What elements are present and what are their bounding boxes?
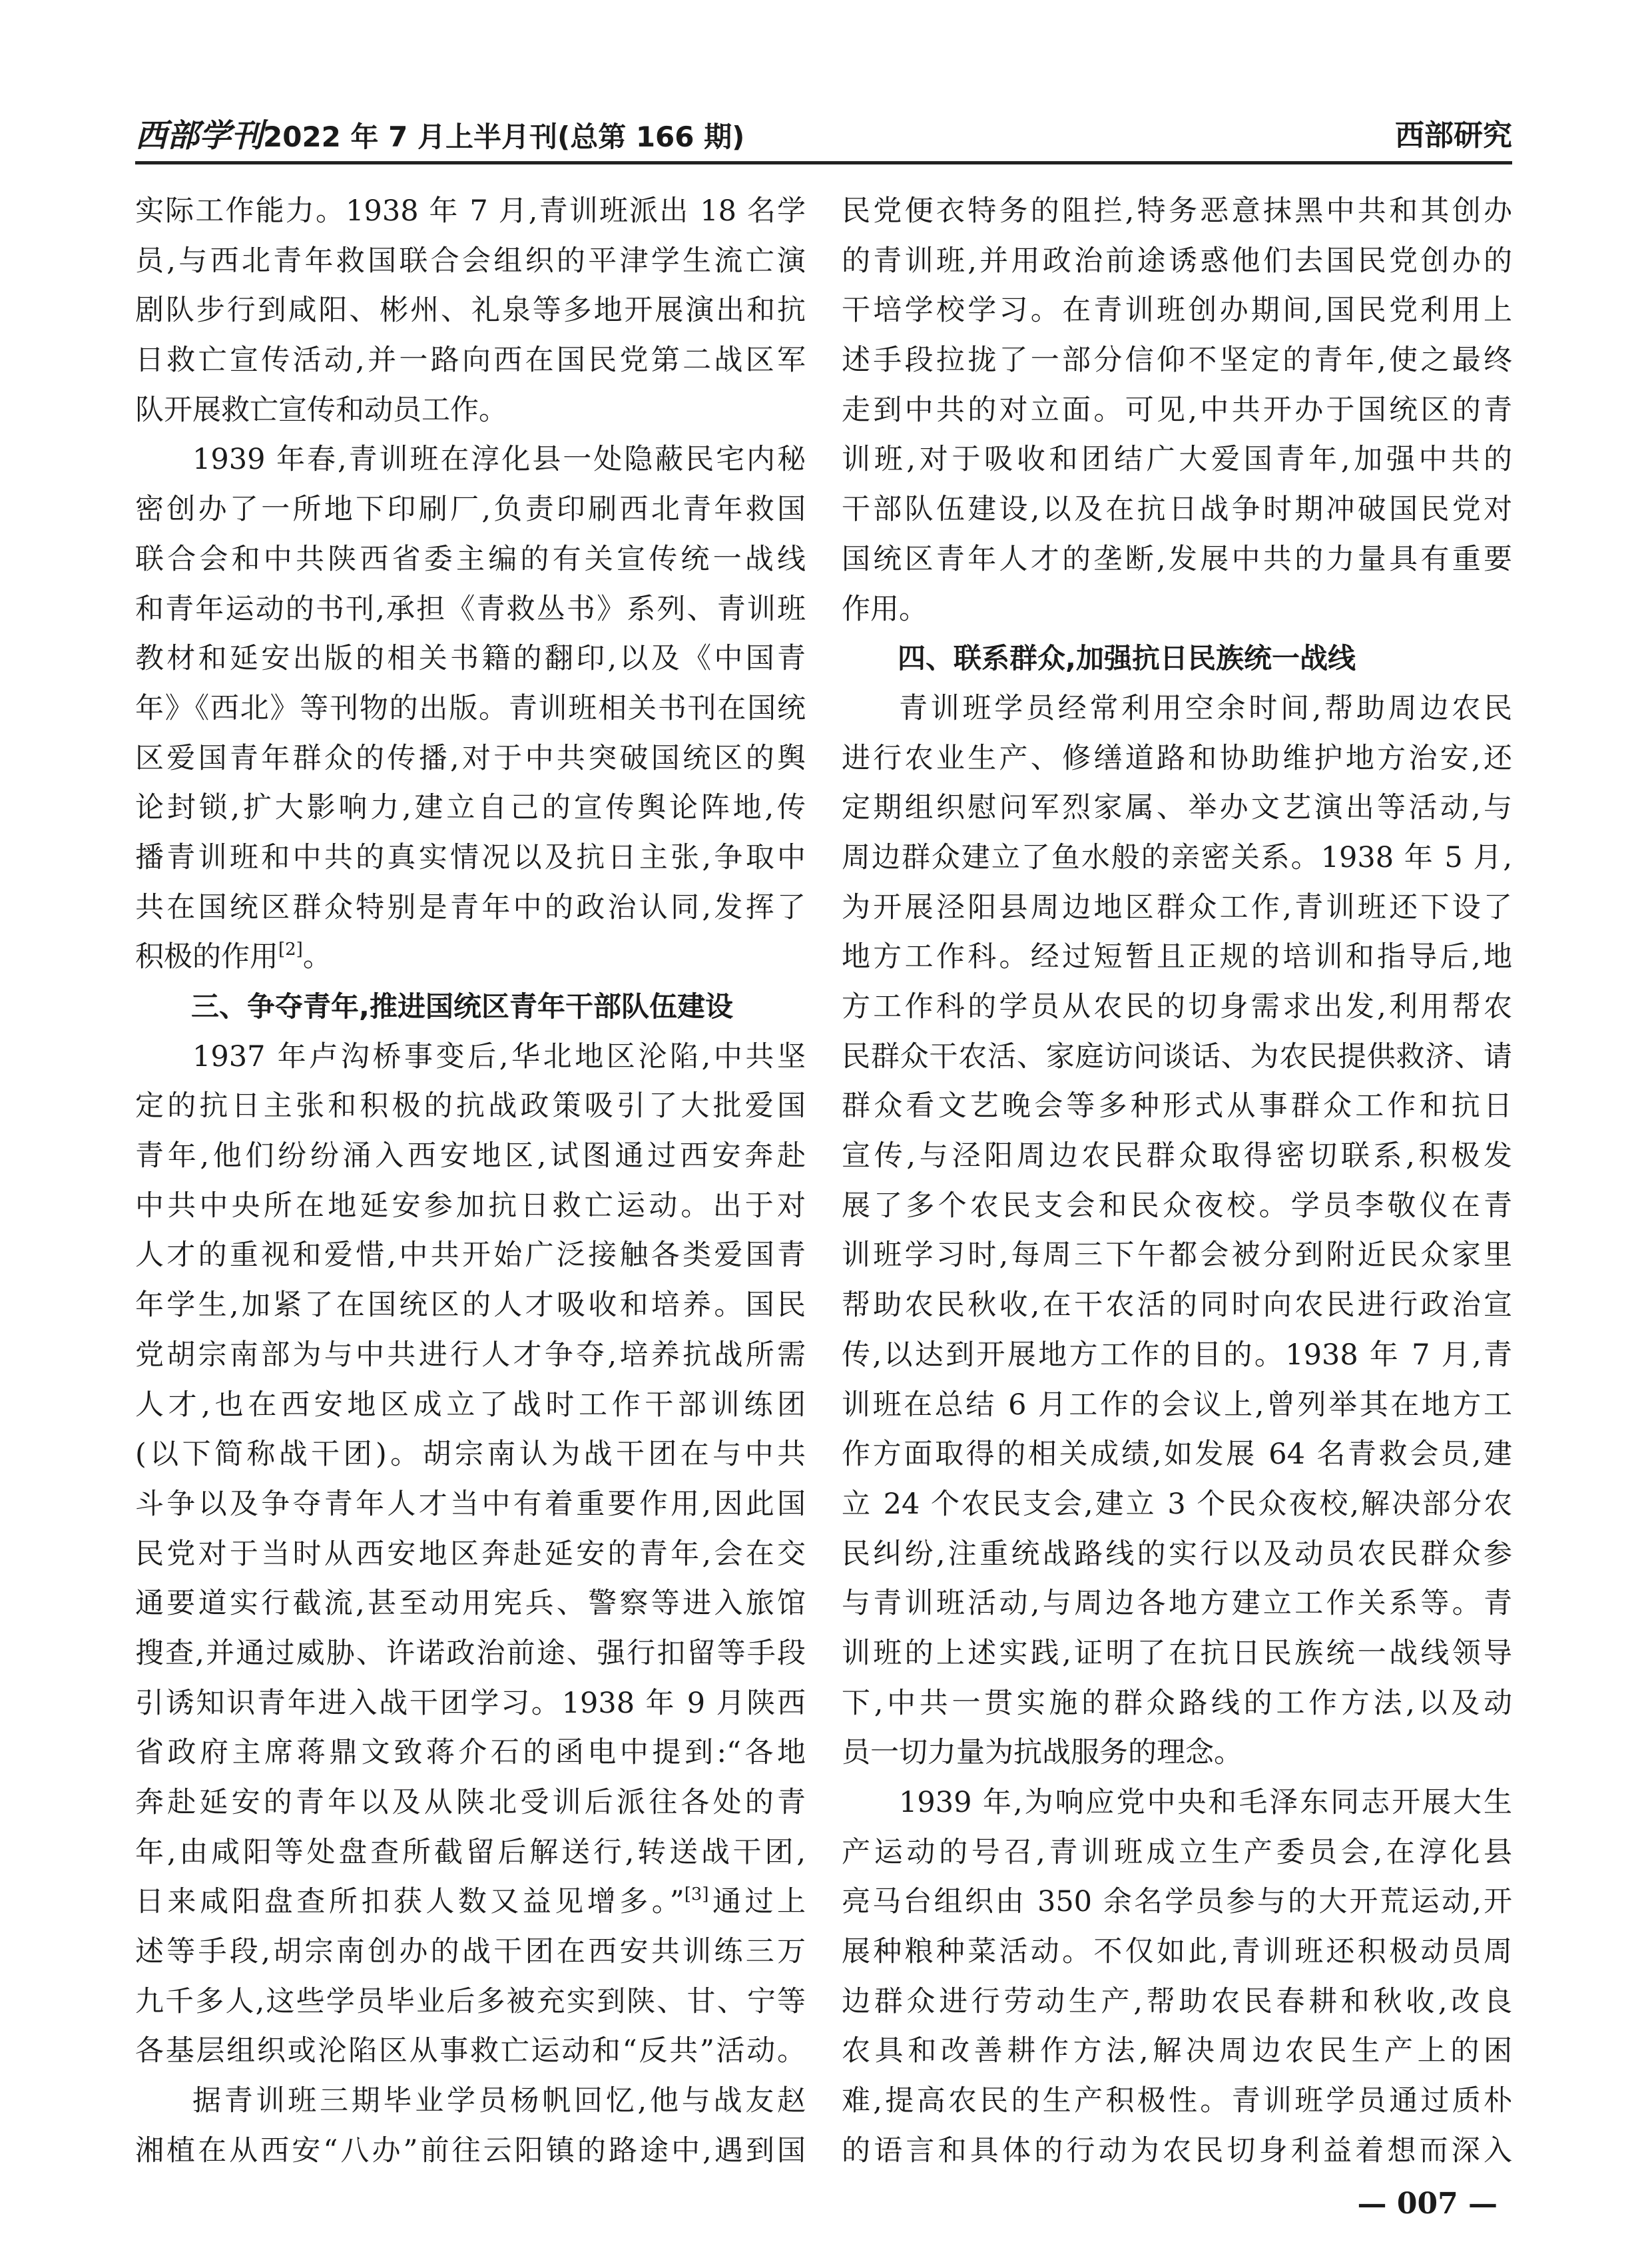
text-line: 搜查,并通过威胁、许诺政治前途、强行扣留等手段: [135, 1636, 806, 1670]
text-line: 斗争以及争夺青年人才当中有着重要作用,因此国: [135, 1487, 806, 1521]
text-line: 党胡宗南部为与中共进行人才争夺,培养抗战所需: [135, 1338, 806, 1372]
text-line: 1939 年,为响应党中央和毛泽东同志开展大生: [899, 1786, 1512, 1819]
citation-superscript: [3]: [684, 1884, 709, 1905]
text-line: 和青年运动的书刊,承担《青救丛书》系列、青训班: [135, 592, 806, 626]
text-line: 干培学校学习。在青训班创办期间,国民党利用上: [842, 294, 1512, 328]
text-line: (以下简称战干团)。胡宗南认为战干团在与中共: [135, 1438, 806, 1472]
text-line: [135, 1877, 806, 1927]
text-line: 论封锁,扩大影响力,建立自己的宣传舆论阵地,传: [135, 791, 806, 825]
text-line: 与青训班活动,与周边各地方建立工作关系等。青: [842, 1587, 1512, 1621]
line-text: 。: [302, 940, 332, 974]
text-line: 奔赴延安的青年以及从陕北受训后派往各处的青: [135, 1786, 806, 1819]
text-line: 区爱国青年群众的传播,对于中共突破国统区的舆: [135, 741, 806, 775]
text-line: 播青训班和中共的真实情况以及抗日主张,争取中: [135, 840, 806, 874]
text-line: 青训班学员经常利用空余时间,帮助周边农民: [899, 691, 1512, 725]
text-line: 剧队步行到咸阳、彬州、礼泉等多地开展演出和抗: [135, 294, 806, 328]
text-line: 省政府主席蒋鼎文致蒋介石的函电中提到:“各地: [135, 1736, 806, 1770]
text-line: 通要道实行截流,甚至动用宪兵、警察等进入旅馆: [135, 1587, 806, 1621]
text-line: 地方工作科。经过短暂且正规的培训和指导后,地: [842, 940, 1512, 974]
text-line: 年,由咸阳等处盘查所截留后解送行,转送战干团,: [135, 1835, 806, 1869]
text-line: 群众看文艺晚会等多种形式从事群众工作和抗日: [842, 1089, 1512, 1123]
text-line: 立 24 个农民支会,建立 3 个民众夜校,解决部分农: [842, 1487, 1512, 1521]
text-line: 中共中央所在地延安参加抗日救亡运动。出于对: [135, 1189, 806, 1223]
text-line: 进行农业生产、修缮道路和协助维护地方治安,还: [842, 741, 1512, 775]
text-line: 定的抗日主张和积极的抗战政策吸引了大批爱国: [135, 1089, 806, 1123]
text-line: 宣传,与泾阳周边农民群众取得密切联系,积极发: [842, 1139, 1512, 1173]
right-column: [842, 186, 1512, 2176]
text-line: 帮助农民秋收,在干农活的同时向农民进行政治宣: [842, 1288, 1512, 1322]
text-line: 产运动的号召,青训班成立生产委员会,在淳化县: [842, 1835, 1512, 1869]
text-line: 年》《西北》等刊物的出版。青训班相关书刊在国统: [135, 691, 806, 725]
line-text: 通过上: [708, 1885, 806, 1919]
header-rule: [135, 161, 1512, 164]
text-line: 民纠纷,注重统战路线的实行以及动员农民群众参: [842, 1537, 1512, 1571]
text-line: 述等手段,胡宗南创办的战干团在西安共训练三万: [135, 1935, 806, 1969]
text-line: 训班学习时,每周三下午都会被分到附近民众家里: [842, 1239, 1512, 1272]
text-line: 民党对于当时从西安地区奔赴延安的青年,会在交: [135, 1537, 806, 1571]
text-line: 干部队伍建设,以及在抗日战争时期冲破国民党对: [842, 493, 1512, 527]
text-line: 国统区青年人才的垄断,发展中共的力量具有重要: [842, 542, 1512, 576]
text-line: 训班的上述实践,证明了在抗日民族统一战线领导: [842, 1636, 1512, 1670]
text-line: 展了多个农民支会和民众夜校。学员李敬仪在青: [842, 1189, 1512, 1223]
text-line: 走到中共的对立面。可见,中共开办于国统区的青: [842, 393, 1512, 427]
text-line: 1937 年卢沟桥事变后,华北地区沦陷,中共坚: [192, 1039, 806, 1073]
text-line: 人才,也在西安地区成立了战时工作干部训练团: [135, 1388, 806, 1422]
text-line: 定期组织慰问军烈家属、举办文艺演出等活动,与: [842, 791, 1512, 825]
text-line: 亮马台组织由 350 余名学员参与的大开荒运动,开: [842, 1885, 1512, 1919]
text-line: 实际工作能力。1938 年 7 月,青训班派出 18 名学: [135, 194, 806, 228]
text-line: 周边群众建立了鱼水般的亲密关系。1938 年 5 月,: [842, 840, 1512, 874]
text-line: 队开展救亡宣传和动员工作。: [135, 393, 507, 427]
text-line: 传,以达到开展地方工作的目的。1938 年 7 月,青: [842, 1338, 1512, 1372]
section-heading: 四、联系群众,加强抗日民族统一战线: [898, 642, 1356, 675]
text-line: 青年,他们纷纷涌入西安地区,试图通过西安奔赴: [135, 1139, 806, 1173]
running-header: [135, 115, 1512, 157]
line-text: 日来咸阳盘查所扣获人数又益见增多。”: [135, 1885, 685, 1919]
text-line: 1939 年春,青训班在淳化县一处隐蔽民宅内秘: [192, 443, 806, 477]
text-line: 湘植在从西安“八办”前往云阳镇的路途中,遇到国: [135, 2133, 806, 2167]
journal-logo: 西部学刊: [135, 117, 264, 154]
section-heading: 三、争夺青年,推进国统区青年干部队伍建设: [191, 990, 733, 1023]
issue-label: 2022 年 7 月上半月刊(总第 166 期): [263, 121, 745, 153]
text-line: 年学生,加紧了在国统区的人才吸收和培养。国民: [135, 1288, 806, 1322]
text-line: 农具和改善耕作方法,解决周边农民生产上的困: [842, 2034, 1512, 2068]
line-text: 积极的作用: [135, 940, 278, 974]
text-line: 民群众干农活、家庭访问谈话、为农民提供救济、请: [842, 1039, 1512, 1073]
text-line: 密创办了一所地下印刷厂,负责印刷西北青年救国: [135, 493, 806, 527]
text-line: 的青训班,并用政治前途诱惑他们去国民党创办的: [842, 244, 1512, 278]
text-line: 引诱知识青年进入战干团学习。1938 年 9 月陕西: [135, 1686, 806, 1720]
section-label: 西部研究: [1395, 119, 1512, 152]
text-line: 方工作科的学员从农民的切身需求出发,利用帮农: [842, 990, 1512, 1023]
text-line: 作方面取得的相关成绩,如发展 64 名青救会员,建: [842, 1438, 1512, 1472]
text-line: 述手段拉拢了一部分信仰不坚定的青年,使之最终: [842, 344, 1512, 378]
text-line: 下,中共一贯实施的群众路线的工作方法,以及动: [842, 1686, 1512, 1720]
text-line: 人才的重视和爱惜,中共开始广泛接触各类爱国青: [135, 1239, 806, 1272]
text-line: [135, 932, 806, 982]
text-line: 员,与西北青年救国联合会组织的平津学生流亡演: [135, 244, 806, 278]
text-line: 教材和延安出版的相关书籍的翻印,以及《中国青: [135, 642, 806, 676]
text-line: 各基层组织或沦陷区从事救亡运动和“反共”活动。: [135, 2034, 806, 2068]
text-line: 展种粮种菜活动。不仅如此,青训班还积极动员周: [842, 1935, 1512, 1969]
text-line: 据青训班三期毕业学员杨帆回忆,他与战友赵: [192, 2084, 806, 2118]
text-line: 边群众进行劳动生产,帮助农民春耕和秋收,改良: [842, 1984, 1512, 2018]
citation-superscript: [2]: [278, 940, 303, 960]
text-line: 难,提高农民的生产积极性。青训班学员通过质朴: [842, 2084, 1512, 2118]
left-column: [135, 186, 806, 2176]
text-line: 作用。: [842, 592, 928, 626]
text-line: 共在国统区群众特别是青年中的政治认同,发挥了: [135, 890, 806, 924]
text-line: 民党便衣特务的阻拦,特务恶意抹黑中共和其创办: [842, 194, 1512, 228]
text-line: 日救亡宣传活动,并一路向西在国民党第二战区军: [135, 344, 806, 378]
text-line: 员一切力量为抗战服务的理念。: [842, 1736, 1242, 1770]
text-line: 训班,对于吸收和团结广大爱国青年,加强中共的: [842, 443, 1512, 477]
text-line: 九千多人,这些学员毕业后多被充实到陕、甘、宁等: [135, 1984, 806, 2018]
text-line: 为开展泾阳县周边地区群众工作,青训班还下设了: [842, 890, 1512, 924]
text-line: 训班在总结 6 月工作的会议上,曾列举其在地方工: [842, 1388, 1512, 1422]
text-line: 联合会和中共陕西省委主编的有关宣传统一战线: [135, 542, 806, 576]
page-number: — 007 —: [1357, 2187, 1498, 2221]
text-line: 的语言和具体的行动为农民切身利益着想而深入: [842, 2133, 1512, 2167]
